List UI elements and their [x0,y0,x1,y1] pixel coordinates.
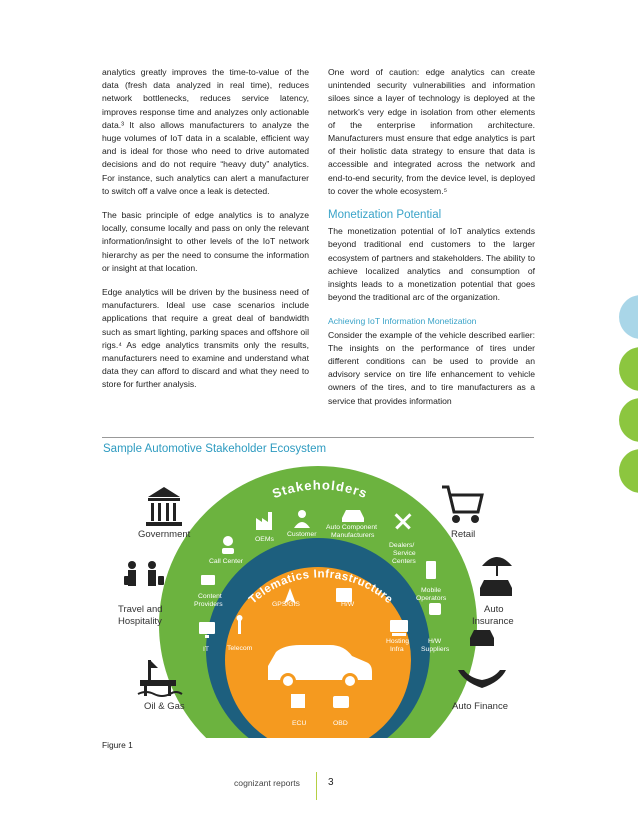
customer-label: Customer [287,531,317,538]
oil-gas-label: Oil & Gas [144,701,185,712]
chip-icon [291,694,305,708]
government-icon [146,487,182,526]
figure-title: Sample Automotive Stakeholder Ecosystem [103,443,327,455]
right-paragraph-1: One word of caution: edge analytics can create unintended security vulnerabilities and information siloes since a layer of technology is deployed at the network's very edge in isolation from other elements of the enterprise information architecture. Manufacturers must ensure that edge analytics is part of their holistic data strategy to ensure that data is accessible and integrated across the network and end-to-end security, from the device level, is deployed to cover the whole ecosystem.⁵ [328,67,535,196]
gps-gis-label: GPS/GIS [272,601,300,608]
travel-label-1: Travel and [118,604,163,615]
hw-icon [336,588,352,602]
tv-icon [201,575,215,585]
mobile-icon [426,561,436,579]
page-number: 3 [328,777,334,788]
government-label: Government [138,529,191,540]
obd-label: OBD [333,720,348,727]
travel-label-2: Hospitality [118,616,162,627]
auto-insurance-icon [480,557,512,596]
figure-label: Figure 1 [102,740,133,750]
dealers-label-2: Service [393,550,416,557]
hosting-infra-label-2: Infra [390,646,404,653]
hosting-infra-label-1: Hosting [386,638,410,645]
left-paragraph-3: Edge analytics will be driven by the business need of manufacturers. Ideal use case scenarios include applications that require a great deal of bandwidth such as smart lighting, parking spaces and offshore oil rigs.⁴ As edge analytics transmits only the results, manufacturers need to examine and understand what data they can afford to discard and what they need to store for further analysis. [102,287,309,390]
hosting-icon [390,620,408,636]
right-paragraph-3: Consider the example of the vehicle described earlier: The insights on the performance of tires under different conditions can be used to provide an advisory service on tire life enhancement to vehicle owners of the tires, and to tire manufacturers as a service that provides information [328,329,535,406]
call-center-label: Call Center [209,558,243,565]
engine-icon [333,696,349,708]
left-paragraph-2: The basic principle of edge analytics is to analyze locally, consume locally and pass on only the relevant information/insight to other levels of the IoT network hierarchy as per the need to consume the information or insight at that location. [102,210,309,273]
dealers-label-3: Centers [392,558,416,565]
monetization-heading: Monetization Potential [328,209,442,222]
mobile-operators-label-2: Operators [416,595,447,602]
hw-suppliers-label-2: Suppliers [421,646,450,653]
left-paragraph-1: analytics greatly improves the time-to-value of the data (fresh data analyzed in real time), reduces network bottlenecks, reduces service latency, improves response time and analyzes only actionable data.³ It also allows manufacturers to analyze the huge volumes of IoT data in a scalable, efficient way and is ideal for those who need to drive automated decisions and do not require “heavy duty” analytics. For instance, such analytics can alert a manufacturer to switch off a valve once a leak is detected. [102,67,309,196]
dealers-label-1: Dealers/ [389,542,415,549]
content-providers-label-2: Providers [194,601,223,608]
auto-component-icon [342,510,364,522]
hw-supplier-icon [429,603,441,615]
footer-divider [316,772,317,800]
it-label: IT [203,646,210,653]
right-paragraph-2: The monetization potential of IoT analytics extends beyond traditional end customers to the larger ecosystem of partners and stakeholders. The ability to achieve localized analytics and consumption of insights leads to a monetization potential that goes beyond the traditional arc of the organization. [328,226,535,303]
retail-icon [442,487,482,522]
retail-label: Retail [451,529,476,540]
telecom-label: Telecom [227,645,253,652]
monetization-subheading: Achieving IoT Information Monetization [328,316,477,327]
hw-suppliers-label-1: H/W [428,638,442,645]
travel-icon [124,561,164,586]
hw-label: H/W [341,601,355,608]
auto-insurance-label-2: Insurance [472,616,514,627]
auto-component-label-2: Manufacturers [331,532,375,539]
stakeholders-title: Stakeholders [270,477,370,502]
ecu-label: ECU [292,720,307,727]
oems-label: OEMs [255,536,274,543]
footer-brand: cognizant reports [234,778,300,788]
infrastructure-title: Telematics Infrastructure [246,568,396,607]
content-providers-label-1: Content [198,593,222,600]
auto-insurance-label-1: Auto [484,604,504,615]
auto-component-label-1: Auto Component [326,524,378,531]
mobile-operators-label-1: Mobile [421,587,442,594]
auto-finance-label: Auto Finance [452,701,508,712]
